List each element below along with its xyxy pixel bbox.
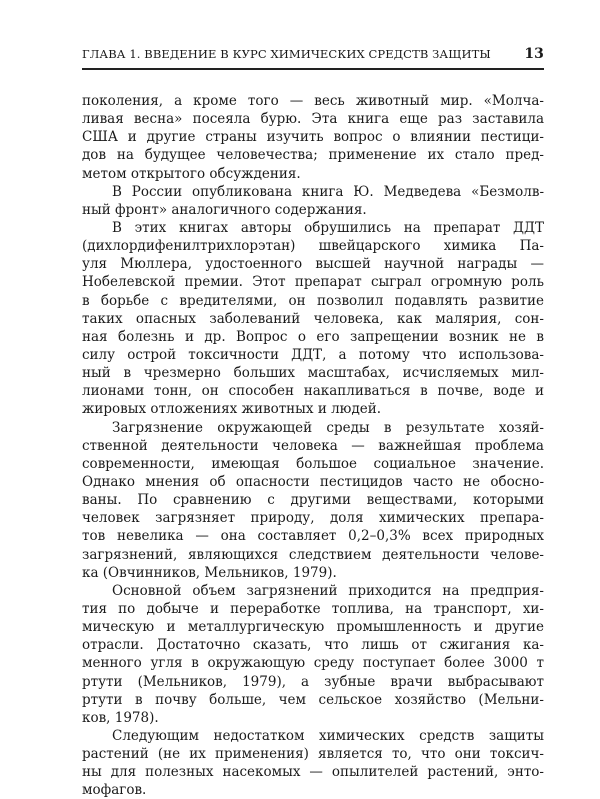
text-line: ны для полезных насекомых — опылителей растений, энто- <box>82 764 544 781</box>
text-line: Следующим недостатком химических средств защиты <box>112 727 544 744</box>
text-line: ливая весна» посеяла бурю. Эта книга еще раз заставила <box>82 111 544 128</box>
text-line: метом открытого обсуждения. <box>82 165 301 182</box>
text-line: силу острой токсичности ДДТ, а потому что использова- <box>82 346 544 363</box>
paragraph <box>82 727 544 799</box>
page-number: 13 <box>524 46 544 62</box>
text-line: ртути в почву больше, чем сельское хозяйство (Мельни- <box>82 691 544 708</box>
text-line: таких опасных заболеваний человека, как малярия, сон- <box>82 310 544 327</box>
text-line: человек загрязняет природу, доля химических препара- <box>82 510 544 527</box>
page-body <box>82 92 544 799</box>
text-line: Однако мнения об опасности пестицидов часто не обосно- <box>82 473 544 490</box>
text-line: поколения, а кроме того — весь животный мир. «Молча- <box>82 93 544 109</box>
chapter-title: ГЛАВА 1. ВВЕДЕНИЕ В КУРС ХИМИЧЕСКИХ СРЕДСТВ ЗАЩИТЫ <box>82 47 491 61</box>
text-line: ная болезнь и др. Вопрос о его запрещении возник не в <box>82 328 544 345</box>
text-line: дов на будущее человечества; применение их стало пред- <box>82 147 544 164</box>
text-line: ков, 1978). <box>82 709 159 726</box>
text-line: мофагов. <box>82 782 147 799</box>
paragraph <box>82 582 544 727</box>
paragraph <box>82 183 544 219</box>
text-line: Основной объем загрязнений приходится на предприя- <box>112 582 544 599</box>
paragraph <box>82 92 544 183</box>
text-line: В России опубликована книга Ю. Медведева «Безмолв- <box>112 183 544 200</box>
text-line: лионами тонн, он способен накапливаться в почве, воде и <box>82 383 544 400</box>
text-line: тия по добыче и переработке топлива, на транспорт, хи- <box>82 600 544 617</box>
paragraph <box>82 419 544 582</box>
text-line: ственной деятельности человека — важнейшая проблема <box>82 437 544 454</box>
paragraph <box>82 219 544 419</box>
text-line: мическую и металлургическую промышленность и другие <box>82 619 544 636</box>
text-line: США и другие страны изучить вопрос о влиянии пестици- <box>82 129 544 146</box>
text-line: загрязнений, являющихся следствием деятельности челове- <box>82 546 544 563</box>
text-line: в борьбе с вредителями, он позволил подавлять развитие <box>82 292 544 309</box>
text-line: уля Мюллера, удостоенного высшей научной награды — <box>82 256 544 273</box>
text-line: тов невелика — она составляет 0,2–0,3% всех природных <box>82 528 544 545</box>
text-line: отрасли. Достаточно сказать, что лишь от сжигания ка- <box>82 637 544 654</box>
running-head <box>82 45 544 63</box>
text-line: жировых отложениях животных и людей. <box>82 401 382 418</box>
text-line: менного угля в окружающую среду поступает более 3000 т <box>82 655 544 672</box>
text-line: Загрязнение окружающей среды в результате хозяй- <box>112 419 544 436</box>
text-line: ный в чрезмерно больших масштабах, исчисляемых мил- <box>82 365 544 382</box>
text-line: ка (Овчинников, Мельников, 1979). <box>82 564 337 581</box>
text-line: ваны. По сравнению с другими веществами, которыми <box>82 492 544 509</box>
text-line: современности, имеющая большое социальное значение. <box>82 455 544 472</box>
text-line: ный фронт» аналогичного содержания. <box>82 201 367 218</box>
text-line: Нобелевской премии. Этот препарат сыграл огромную роль <box>82 274 544 291</box>
header-rule <box>82 68 544 70</box>
text-line: В этих книгах авторы обрушились на препарат ДДТ <box>112 219 544 236</box>
text-line: ртути (Мельников, 1979), а зубные врачи выбрасывают <box>82 673 544 690</box>
text-line: растений (не их применения) является то, что они токсич- <box>82 746 544 763</box>
text-line: (дихлордифенилтрихлорэтан) швейцарского химика Па- <box>82 238 544 255</box>
